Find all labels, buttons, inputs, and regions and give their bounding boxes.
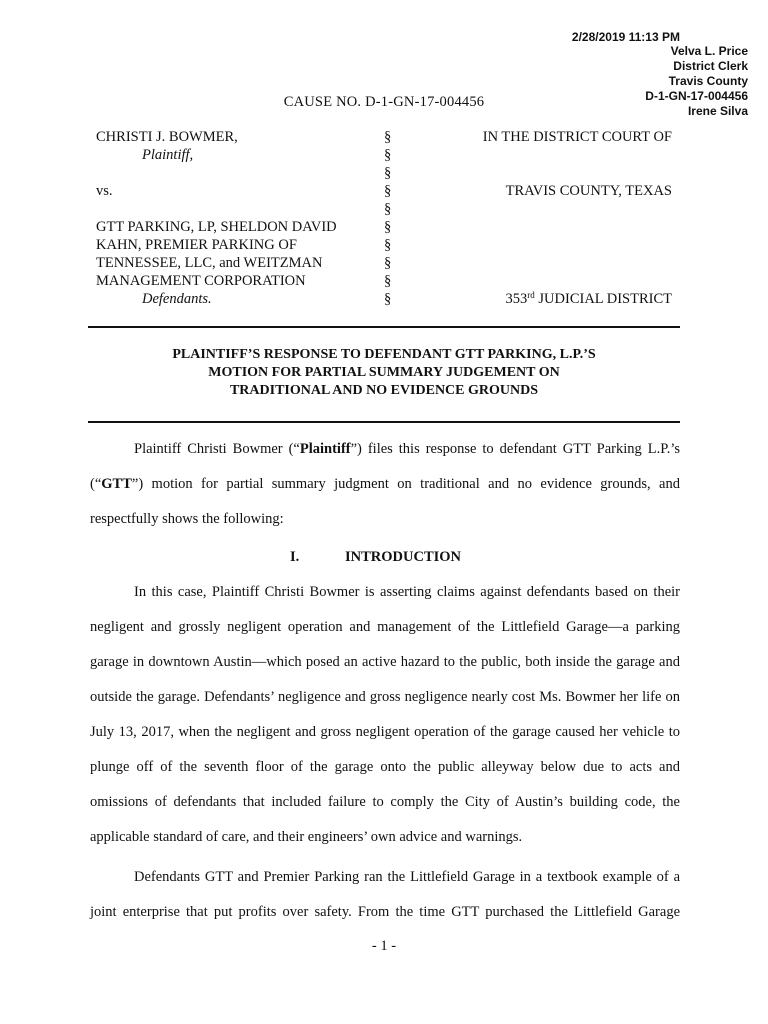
intro-text: ”) motion for partial summary judgment on traditional and no evidence grounds, and respectfully shows the following: [90,476,680,527]
court-name: IN THE DISTRICT COURT OF [482,129,672,145]
clerk-county: Travis County [668,74,748,88]
cause-number: CAUSE NO. D-1-GN-17-004456 [283,94,485,110]
intro-text: Plaintiff Christi Bowmer (“ [134,441,300,457]
filing-datetime: 2/28/2019 11:13 PM [571,30,680,44]
defined-term-gtt: GTT [101,476,132,492]
section-mark: § [384,273,392,289]
clerk-name: Velva L. Price [670,44,748,58]
paragraph-text: Defendants GTT and Premier Parking ran the Littlefield Garage in a textbook example of a joint enterprise that put profits over safety. From the time GTT purchased the Littlefield Garage [90,869,680,920]
section-mark: § [384,237,392,253]
joint-enterprise-paragraph [90,860,680,930]
section-mark-column [384,128,394,308]
caption-parties [96,128,376,308]
paragraph-text: In this case, Plaintiff Christi Bowmer is asserting claims against defendants based on their negligent and grossly negligent operation and management of the Littlefield Garage—a parking garage in downtown Austin—which posed an active hazard to the public, both inside the garage and outside the garage. Defendants’ negligence and gross negligence nearly cost Ms. Bowmer her life on July 13, 2017, when the negligent and gross negligent operation of the garage caused her vehicle to plunge off of the seventh floor of the garage onto the public alleyway below due to acts and omissions of defendants that included failure to comply the City of Austin’s building code, the applicable standard of care, and their engineers’ own advice and warnings. [90,584,680,845]
section-mark: § [384,165,392,181]
title-divider [88,421,680,423]
defendant-role: Defendants. [142,291,212,307]
plaintiff-name: CHRISTI J. BOWMER, [96,129,238,145]
title-line: MOTION FOR PARTIAL SUMMARY JUDGEMENT ON [208,365,560,380]
title-line: PLAINTIFF’S RESPONSE TO DEFENDANT GTT PARKING, L.P.’S [172,347,596,362]
title-line: TRADITIONAL AND NO EVIDENCE GROUNDS [229,383,539,398]
plaintiff-role: Plaintiff, [142,147,194,163]
defined-term-plaintiff: Plaintiff [299,441,351,457]
district-ordinal: rd [527,290,535,300]
court-county: TRAVIS COUNTY, TEXAS [505,183,672,199]
section-mark: § [384,183,392,199]
defendant-line: KAHN, PREMIER PARKING OF [96,237,297,253]
section-mark: § [384,147,392,163]
introduction-paragraph [90,575,680,855]
section-title: INTRODUCTION [345,549,462,565]
defendant-line: TENNESSEE, LLC, and WEITZMAN [96,255,323,271]
stamp-cause-number: D-1-GN-17-004456 [645,89,748,103]
defendant-line: MANAGEMENT CORPORATION [96,273,306,289]
versus: vs. [96,183,113,199]
caption-court [396,128,672,308]
section-mark: § [384,219,392,235]
clerk-title: District Clerk [673,59,748,73]
intro-paragraph [90,432,680,537]
caption-divider [88,326,680,328]
district-number: 353 [505,291,528,307]
judicial-district [396,290,672,308]
section-mark: § [384,129,392,145]
defendant-line: GTT PARKING, LP, SHELDON DAVID [96,219,337,235]
section-mark: § [384,255,392,271]
deputy-clerk-name: Irene Silva [687,104,748,118]
intro-text: ”) files this response to defendant GTT Parking L.P.’s (“ [90,441,680,492]
district-label: JUDICIAL DISTRICT [534,291,672,307]
section-mark: § [384,291,392,307]
section-mark: § [384,201,392,217]
page-number: - 1 - [371,938,397,954]
section-number: I. [290,549,300,565]
document-title [88,346,680,400]
